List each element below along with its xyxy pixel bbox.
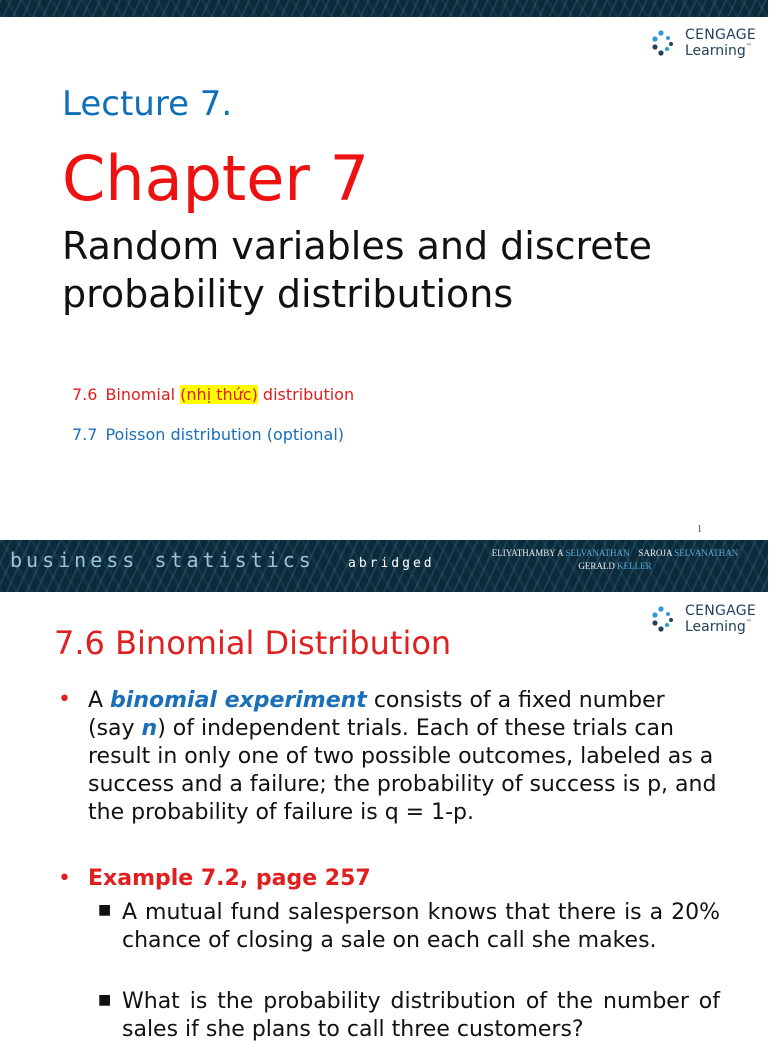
example-text-2: What is the probability distribution of the number of sales if she plans to call three customers? xyxy=(122,989,720,1042)
slide-title: 7.6 Binomial Distribution xyxy=(54,624,452,662)
chapter-title: Chapter 7 xyxy=(62,142,370,215)
sub-bullet-square: ■ xyxy=(98,992,112,1008)
toc-item-binomial: 7.6 Binomial (nhị thức) distribution xyxy=(72,385,355,404)
sub-bullet-square: ■ xyxy=(98,902,112,918)
logo-wordmark: CENGAGE xyxy=(685,27,757,43)
example-text-1: A mutual fund salesperson knows that there is a 20% chance of closing a sale on each call she makes. xyxy=(122,900,720,953)
bullet-dot: • xyxy=(58,687,71,712)
chapter-subtitle: Random variables and discrete probability distributions xyxy=(62,224,652,316)
logo-wordmark: CENGAGE xyxy=(685,603,757,619)
vietnamese-highlight: (nhị thức) xyxy=(180,385,258,404)
cengage-logo xyxy=(651,24,781,64)
book-subtitle: abridged xyxy=(348,556,435,571)
page-number: 1 xyxy=(697,524,702,535)
cengage-logo-icon xyxy=(651,28,681,58)
lecture-label: Lecture 7. xyxy=(62,84,233,124)
logo-subword: Learning™ xyxy=(685,619,752,635)
book-title: business statistics xyxy=(10,548,315,572)
example-heading: Example 7.2, page 257 xyxy=(88,866,371,891)
toc-item-poisson: 7.7 Poisson distribution (optional) xyxy=(72,425,345,444)
binomial-definition: A binomial experiment consists of a fixed number (say n) of independent trials. Each of these trials can result in only one of two possible outcomes, labeled as a success and a failure; the probability of success is p, and the probability of failure is q = 1-p. xyxy=(88,688,717,825)
book-authors: ELIYATHAMBY A SELVANATHAN SAROJA SELVANATHAN GERALD KELLER xyxy=(491,548,739,571)
logo-subword: Learning™ xyxy=(685,43,752,59)
header-band xyxy=(0,0,768,17)
cengage-logo xyxy=(651,600,781,640)
bullet-dot: • xyxy=(58,866,71,891)
cengage-logo-icon xyxy=(651,604,681,634)
slide-2 xyxy=(0,592,768,1042)
